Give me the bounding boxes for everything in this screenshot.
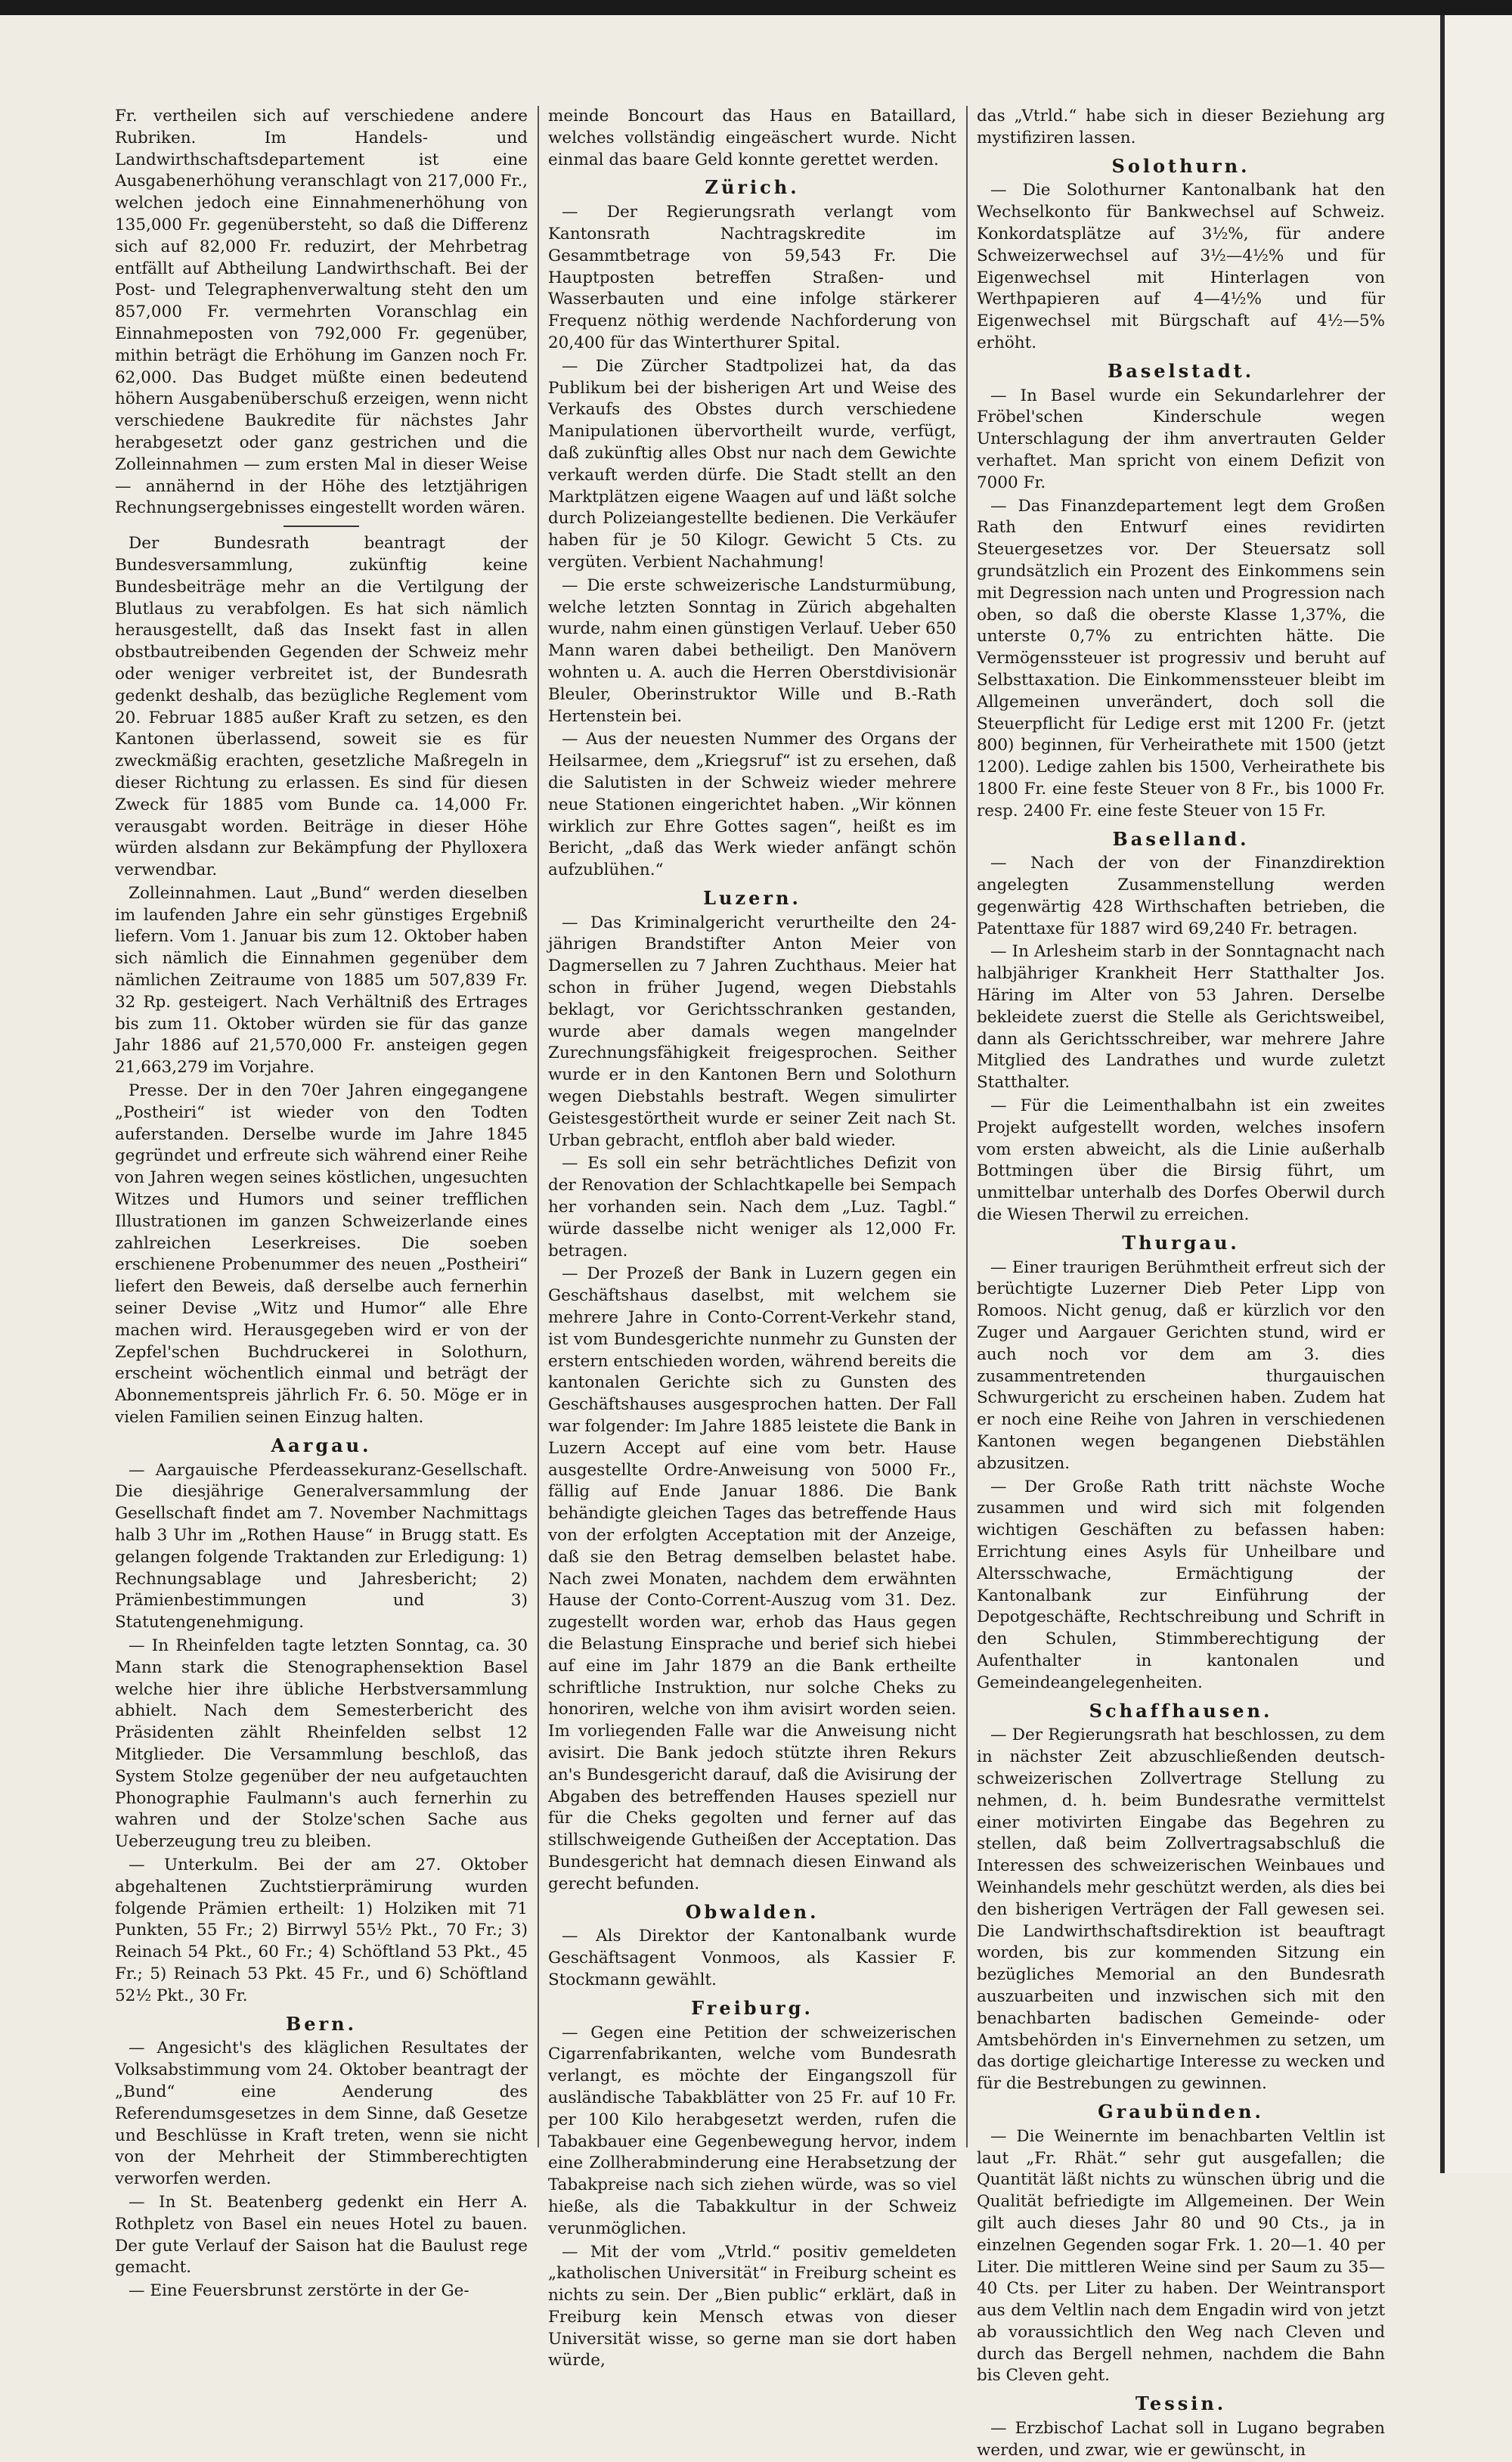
article-paragraph: — Angesicht's des kläglichen Resultates der Volksabstimmung vom 24. Oktober beantragt der „Bund“ eine Aenderung des Referendumsgesetzes in dem Sinne, daß Gesetze und Beschlüsse in Kraft treten, wenn sie nicht von der Mehrheit der Stimmberechtigten verworfen werden. <box>115 2039 528 2189</box>
column-2 <box>548 106 956 2371</box>
section-heading: Zürich. <box>705 176 800 199</box>
article-paragraph: das „Vtrld.“ habe sich in dieser Beziehung arg mystifiziren lassen. <box>977 107 1385 147</box>
article-paragraph: — Die Solothurner Kantonalbank hat den Wechselkonto für Bankwechsel auf Schweiz. Konkordatsplätze auf 3½%, für andere Schweizerwechsel auf 3½—4½% und für Eigenwechsel mit Hinterlagen von Werthpapieren auf 4—4½% und für Eigenwechsel mit Bürgschaft auf 4½—5% erhöht. <box>977 181 1385 352</box>
section-heading: Graubünden. <box>1098 2100 1264 2122</box>
article-paragraph: — Die erste schweizerische Landsturmübung, welche letzten Sonntag in Zürich abgehalten wurde, nahm einen günstigen Verlauf. Ueber 650 Mann waren dabei betheiligt. Den Manövern wohnten u. A. auch die Herren Oberstdivisionär Bleuler, Oberinstruktor Wille und B.-Rath Hertenstein bei. <box>548 575 956 726</box>
article-paragraph: — Mit der vom „Vtrld.“ positiv gemeldeten „katholischen Universität“ in Freiburg scheint es nichts zu sein. Der „Bien public“ erklärt, daß in Freiburg kein Mensch etwas von dieser Universität wisse, so gerne man sie dort haben würde, <box>548 2242 956 2371</box>
section-heading: Aargau. <box>271 1434 372 1456</box>
article-paragraph: Zolleinnahmen. Laut „Bund“ werden dieselben im laufenden Jahre ein sehr günstiges Ergebniß liefern. Vom 1. Januar bis zum 12. Oktober haben sich nämlich die Einnahmen gegenüber dem nämlichen Zeitraume von 1885 um 507,839 Fr. 32 Rp. gesteigert. Nach Verhältniß des Ertrages bis zum 11. Oktober würden sie für das ganze Jahr 1886 auf 21,570,000 Fr. ansteigen gegen 21,663,279 im Vorjahre. <box>115 883 528 1078</box>
article-paragraph: — In Arlesheim starb in der Sonntagnacht nach halbjähriger Krankheit Herr Statthalter Jos. Häring im Alter von 53 Jahren. Derselbe bekleidete zuerst die Stelle als Gerichtsweibel, dann als Gerichtsschreiber, war mehrere Jahre Mitglied des Landrathes und wurde zuletzt Statthalter. <box>977 942 1385 1093</box>
section-heading: Solothurn. <box>1111 154 1250 177</box>
article-paragraph: — Der Regierungsrath verlangt vom Kantonsrath Nachtragskredite im Gesammtbetrage von 59,543 Fr. Die Hauptposten betreffen Straßen- und Wasserbauten und eine infolge stärkerer Frequenz nöthig werdende Nachforderung von 20,400 für das Winterthurer Spital. <box>548 203 956 352</box>
column-3 <box>977 106 1385 2460</box>
article-paragraph: — Die Zürcher Stadtpolizei hat, da das Publikum bei der bisherigen Art und Weise des Verkaufs des Obstes durch verschiedene Manipulationen übervortheilt wurde, verfügt, daß zukünftig alles Obst nur nach dem Gewichte verkauft werden dürfe. Die Stadt stellt an den Marktplätzen eigene Waagen auf und läßt solche durch Polizeiangestellte bedienen. Die Verkäufer haben für je 50 Kilogr. Gewicht 5 Cts. zu vergüten. Verbient Nachahmung! <box>548 356 956 572</box>
article-paragraph: meinde Boncourt das Haus en Bataillard, welches vollständig eingeäschert wurde. Nicht einmal das baare Geld konnte gerettet werden. <box>548 107 956 169</box>
article-paragraph: — Es soll ein sehr beträchtliches Defizit von der Renovation der Schlachtkapelle bei Sempach her vorhanden sein. Nach dem „Luz. Tagbl.“ würde dasselbe nicht weniger als 12,000 Fr. betragen. <box>548 1154 956 1260</box>
article-paragraph: — Eine Feuersbrunst zerstörte in der Ge- <box>129 2281 469 2301</box>
column-divider <box>538 106 539 2147</box>
section-heading: Baselstadt. <box>1107 359 1255 382</box>
section-heading: Freiburg. <box>691 1996 813 2019</box>
article-paragraph: Der Bundesrath beantragt der Bundesversammlung, zukünftig keine Bundesbeiträge mehr an die Vertilgung der Blutlaus zu verabfolgen. Es hat sich nämlich herausgestellt, daß das Insekt fast in allen obstbautreibenden Gegenden der Schweiz mehr oder weniger verbreitet ist, der Bundesrath gedenkt deshalb, das bezügliche Reglement vom 20. Februar 1885 außer Kraft zu setzen, es den Kantonen überlassend, soweit sie es für zweckmäßig erachten, gesetzliche Maßregeln in dieser Richtung zu erlassen. Es sind für diesen Zweck für 1885 vom Bunde ca. 14,000 Fr. verausgabt worden. Beiträge in dieser Höhe würden alsdann zur Bekämpfung der Phylloxera verwendbar. <box>115 534 528 880</box>
article-paragraph: — Die Weinernte im benachbarten Veltlin ist laut „Fr. Rhät.“ sehr gut ausgefallen; die Quantität läßt nichts zu wünschen übrig und die Qualität befriedigte im Allgemeinen. Der Wein gilt auch dieses Jahr 80 und 90 Cts., ja in einzelnen Gegenden sogar Frk. 1. 20—1. 40 per Liter. Die mittleren Weine sind per Saum zu 35—40 Cts. per Liter zu haben. Der Weintransport aus dem Veltlin nach dem Engadin wird von jetzt ab voraussichtlich den Weg nach Cleven und durch das Bergell nehmen, nachdem die Bahn bis Cleven geht. <box>977 2126 1385 2386</box>
article-paragraph: — Einer traurigen Berühmtheit erfreut sich der berüchtigte Luzerner Dieb Peter Lipp von Romoos. Nicht genug, daß er kürzlich vor den Zuger und Aargauer Gerichten stund, wird er auch noch vor dem am 3. dies zusammentretenden thurgauischen Schwurgericht zu erscheinen haben. Zudem hat er noch eine Reihe von Jahren in verschiedenen Kantonen wegen begangenen Diebstählen abzusitzen. <box>977 1257 1385 1473</box>
article-paragraph: — Aargauische Pferdeassekuranz-Gesellschaft. Die diesjährige Generalversammlung der Gesellschaft findet am 7. November Nachmittags halb 3 Uhr im „Rothen Hause“ in Brugg statt. Es gelangen folgende Traktanden zur Erledigung: 1) Rechnungsablage und Jahresbericht; 2) Prämienbestimmungen und 3) Statutengenehmigung. <box>115 1460 528 1633</box>
article-paragraph: — Der Regierungsrath hat beschlossen, zu dem in nächster Zeit abzuschließenden deutsch-schweizerischen Zollvertrage Stellung zu nehmen, d. h. beim Bundesrathe vermittelst einer motivirten Eingabe das Begehren zu stellen, daß beim Zollvertragsabschluß die Interessen des schweizerischen Weinbaues und Weinhandels mehr geschützt werden, als dies bei den bisherigen Verträgen der Fall gewesen sei. Die Landwirthschaftsdirektion ist beauftragt worden, bis zur kommenden Sitzung ein bezügliches Memorial an den Bundesrath auszuarbeiten und inzwischen sich mit den benachbarten badischen Gemeinde- oder Amtsbehörden in's Einvernehmen zu setzen, um das dortige gleichartige Interesse zu wecken und für die Bestrebungen zu gewinnen. <box>977 1726 1385 2094</box>
section-heading: Thurgau. <box>1122 1231 1240 1254</box>
article-paragraph: — Nach der von der Finanzdirektion angelegten Zusammenstellung werden gegenwärtig 428 Wirthschaften betrieben, die Patenttaxe für 1887 wird 69,240 Fr. betragen. <box>977 854 1385 938</box>
section-heading: Baselland. <box>1112 827 1250 850</box>
section-divider <box>284 526 359 527</box>
article-paragraph: — Das Kriminalgericht verurtheilte den 24-jährigen Brandstifter Anton Meier von Dagmersellen zu 7 Jahren Zuchthaus. Meier hat schon in früher Jugend, wegen Diebstahls beklagt, vor Gerichtsschranken gestanden, wurde aber damals wegen mangelnder Zurechnungsfähigkeit freigesprochen. Seither wurde er in den Kantonen Bern und Solothurn wegen Diebstahls bestraft. Wegen simulirter Geistesgestörtheit wurde er seiner Zeit nach St. Urban gebracht, entfloh aber bald wieder. <box>548 913 956 1150</box>
scan-top-band <box>0 0 1512 15</box>
article-paragraph: — Unterkulm. Bei der am 27. Oktober abgehaltenen Zuchtstierprämirung wurden folgende Prämien ertheilt: 1) Holziken mit 71 Punkten, 55 Fr.; 2) Birrwyl 55½ Pkt., 70 Fr.; 3) Reinach 54 Pkt., 60 Fr.; 4) Schöftland 53 Pkt., 45 Fr.; 5) Reinach 53 Pkt. 45 Fr., und 6) Schöftland 52½ Pkt., 30 Fr. <box>115 1855 528 2005</box>
section-heading: Bern. <box>285 2012 357 2035</box>
section-heading: Schaffhausen. <box>1089 1699 1273 1722</box>
section-heading: Luzern. <box>703 886 801 909</box>
article-paragraph: — Erzbischof Lachat soll in Lugano begraben werden, und zwar, wie er gewünscht, in <box>977 2419 1385 2460</box>
article-paragraph: — Der Prozeß der Bank in Luzern gegen ein Geschäftshaus daselbst, mit welchem sie mehrere Jahre in Conto-Corrent-Verkehr stand, ist vom Bundesgerichte nunmehr zu Gunsten der erstern entschieden worden, während bereits die kantonalen Gerichte sich zu Gunsten des Geschäftshauses ausgesprochen hatten. Der Fall war folgender: Im Jahre 1885 leistete die Bank in Luzern Accept auf eine vom betr. Hause ausgestellte Ordre-Anweisung von 5000 Fr., fällig auf Ende Januar 1886. Die Bank behändigte gleichen Tages das betreffende Haus von der erfolgten Acceptation mit der Anzeige, daß sie den Betrag demselben belastet habe. Nach zwei Monaten, nachdem dem erwähnten Hause der Conto-Corrent-Auszug vom 31. Dez. zugestellt worden war, erhob das Haus gegen die Belastung Einsprache und berief sich hiebei auf eine im Jahr 1879 an die Bank ertheilte schriftliche Instruktion, nur solche Cheks zu honoriren, welche von ihm avisirt worden seien. Im vorliegenden Falle war die Anweisung nicht avisirt. Die Bank jedoch stützte ihren Rekurs an's Bundesgericht darauf, daß die Avisirung der Abgaben des betreffenden Hauses speziell nur für die Cheks gegolten und ferner auf das stillschweigende Gutheißen der Acceptation. Das Bundesgericht hat demnach diesen Einwand als gerecht befunden. <box>548 1264 956 1893</box>
article-paragraph: — In St. Beatenberg gedenkt ein Herr A. Rothpletz von Basel ein neues Hotel zu bauen. Der gute Verlauf der Saison hat die Baulust rege gemacht. <box>115 2192 528 2278</box>
article-paragraph: — In Basel wurde ein Sekundarlehrer der Fröbel'schen Kinderschule wegen Unterschlagung der ihm anvertrauten Gelder verhaftet. Man spricht von einem Defizit von 7000 Fr. <box>977 386 1385 492</box>
article-paragraph: — Für die Leimenthalbahn ist ein zweites Projekt aufgestellt worden, welches insofern vom ersten abweicht, als die Linie außerhalb Bottmingen über die Birsig führt, um unmittelbar unterhalb des Dorfes Oberwil durch die Wiesen Therwil zu erreichen. <box>977 1096 1385 1225</box>
article-paragraph: — In Rheinfelden tagte letzten Sonntag, ca. 30 Mann stark die Stenographensektion Basel welche hier ihre übliche Herbstversammlung abhielt. Nach dem Semesterbericht des Präsidenten zählt Rheinfelden selbst 12 Mitglieder. Die Versammlung beschloß, das System Stolze gegenüber der neu aufgetauchten Phonographie Faulmann's auch fernerhin zu wahren und der Stolze'schen Sache aus Ueberzeugung treu zu bleiben. <box>115 1636 528 1852</box>
section-heading: Obwalden. <box>685 1900 820 1923</box>
article-paragraph: — Der Große Rath tritt nächste Woche zusammen und wird sich mit folgenden wichtigen Geschäften zu befassen haben: Errichtung eines Asyls für Unheilbare und Altersschwache, Ermächtigung der Kantonalbank zur Einführung der Depotgeschäfte, Rechtschreibung und Schrift in den Schulen, Stimmberechtigung der Aufenthalter in kantonalen und Gemeindeangelegenheiten. <box>977 1477 1385 1692</box>
article-paragraph: — Gegen eine Petition der schweizerischen Cigarrenfabrikanten, welche vom Bundesrath verlangt, es möchte der Eingangszoll für ausländische Tabakblätter von 25 Fr. auf 10 Fr. per 100 Kilo herabgesetzt werden, rufen die Tabakbauer eine Gegenbewegung hervor, indem eine Zollherabminderung eine Herabsetzung der Tabakpreise nach sich ziehen würde, was so viel hieße, als die Tabakkultur in der Schweiz verunmöglichen. <box>548 2023 956 2238</box>
column-1 <box>115 106 528 2301</box>
article-paragraph: — Das Finanzdepartement legt dem Großen Rath den Entwurf eines revidirten Steuergesetzes vor. Der Steuersatz soll grundsätzlich ein Prozent des Einkommens sein mit Degression nach unten und Progression nach oben, so daß die oberste Klasse 1,37%, die unterste 0,7% zu entrichten hätte. Die Vermögenssteuer ist progressiv und beruht auf Selbsttaxation. Die Einkommenssteuer bleibt im Allgemeinen unverändert, doch soll die Steuerpflicht für Ledige erst mit 1200 Fr. (jetzt 800) beginnen, für Verheirathete mit 1500 (jetzt 1200). Ledige zahlen bis 1500, Verheirathete bis 1800 Fr. eine feste Steuer von 8 Fr., bis 1000 Fr. resp. 2400 Fr. eine feste Steuer von 15 Fr. <box>977 496 1385 820</box>
article-paragraph: Fr. vertheilen sich auf verschiedene andere Rubriken. Im Handels- und Landwirthschaftsdepartement ist eine Ausgabenerhöhung veranschlagt von 217,000 Fr., welchen jedoch eine Einnahmenerhöhung von 135,000 Fr. gegenübersteht, so daß die Differenz sich auf 82,000 Fr. reduzirt, der Mehrbetrag entfällt auf Abtheilung Landwirthschaft. Bei der Post- und Telegraphenverwaltung steht den um 857,000 Fr. vermehrten Voranschlag ein Einnahmeposten von 792,000 Fr. gegenüber, mithin beträgt die Erhöhung im Ganzen noch Fr. 62,000. Das Budget müßte einen bedeutend höhern Ausgabenüberschuß erzeigen, wenn nicht verschiedene Baukredite für nächstes Jahr herabgesetzt oder ganz gestrichen und die Zolleinnahmen — zum ersten Mal in dieser Weise — annähernd in der Höhe des letztjährigen Rechnungsergebnisses eingestellt worden wären. <box>115 107 528 518</box>
article-paragraph: — Als Direktor der Kantonalbank wurde Geschäftsagent Vonmoos, als Kassier F. Stockmann gewählt. <box>548 1927 956 1989</box>
section-heading: Tessin. <box>1135 2392 1227 2415</box>
article-paragraph: — Aus der neuesten Nummer des Organs der Heilsarmee, dem „Kriegsruf“ ist zu ersehen, daß die Salutisten in der Schweiz wieder mehrere neue Stationen eingerichtet haben. „Wir können wirklich zur Ehre Gottes sagen“, heißt es im Bericht, „daß das Werk wieder anfängt schön aufzublühen.“ <box>548 730 956 880</box>
adjacent-page-strip <box>1445 15 1512 2173</box>
column-divider <box>966 106 968 2147</box>
article-paragraph: Presse. Der in den 70er Jahren eingegangene „Postheiri“ ist wieder von den Todten auferstanden. Derselbe wurde im Jahre 1845 gegründet und erfreute sich während einer Reihe von Jahren wegen seines köstlichen, ungesuchten Witzes und Humors und seiner trefflichen Illustrationen im ganzen Schweizerlande eines zahlreichen Leserkreises. Die soeben erschienene Probenummer des neuen „Postheiri“ liefert den Beweis, daß derselbe auch fernerhin seiner Devise „Witz und Humor“ alle Ehre machen wird. Herausgegeben wird er von der Zepfel'schen Buchdruckerei in Solothurn, erscheint wöchentlich einmal und beträgt der Abonnementspreis jährlich Fr. 6. 50. Möge er in vielen Familien seinen Einzug halten. <box>115 1081 528 1428</box>
